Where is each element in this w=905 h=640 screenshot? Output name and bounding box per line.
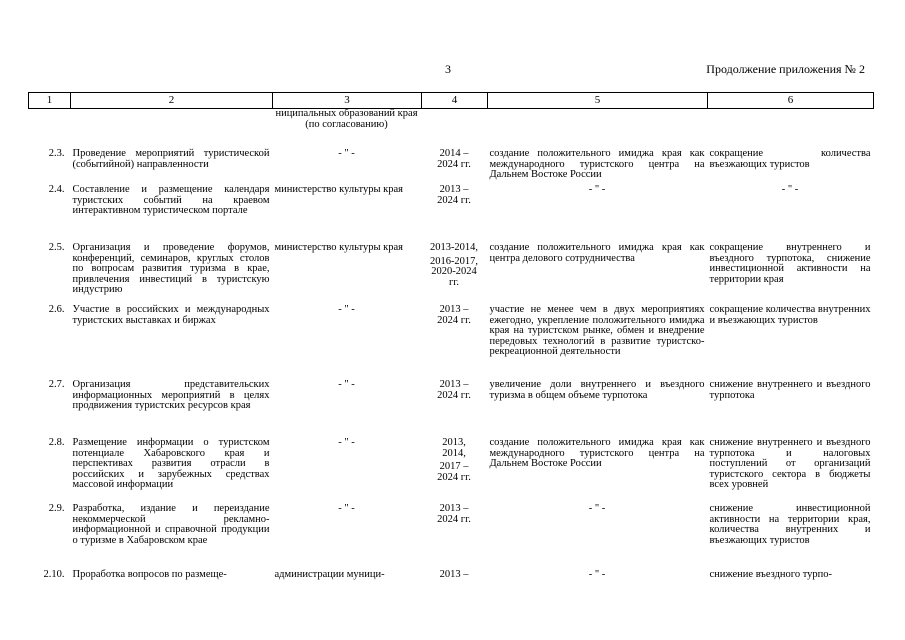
row-measure: Проведение мероприятий туристической (событийной) направленности [72,148,270,170]
row-risk: сокращение количества въезжающих туристов [709,148,871,170]
page-number: 3 [445,62,451,76]
row-risk: сокращение количества внутренних и въезжающих туристов [709,304,871,326]
row-risk: снижение въездного турпо- [709,569,833,580]
row-executor: министерство культуры края [274,184,404,195]
header-col-1: 1 [29,93,71,109]
continuation-label: Продолжение приложения № 2 [706,62,865,76]
row-result: - " - [588,184,606,195]
table-row [29,185,874,243]
header-col-5: 5 [488,93,708,109]
row-executor: - " - [338,148,355,159]
header-col-3: 3 [273,93,422,109]
header-col-4: 4 [422,93,488,109]
row-result: создание положительного имиджа края как международного туристского центра на Дальнем Востоке России [489,437,705,469]
row-number: 2.5. [48,242,65,253]
row-result: создание положительного имиджа края как центра делового сотрудничества [489,242,705,264]
row-risk: снижение инвестиционной активности на территории края, количества внутренних и въезжающих туристов [709,503,871,546]
row-measure: Размещение информации о туристском потенциале Хабаровского края и перспективах развития отрасли в российских и зарубежных средствах массовой информации [72,437,270,490]
row-executor: - " - [338,437,355,448]
row-risk: - " - [781,184,799,195]
row-executor: - " - [338,379,355,390]
measures-table [28,92,874,590]
row-period: 2013-2014, 2016-2017, 2020-2024 гг. [429,242,479,288]
row-executor: - " - [338,304,355,315]
row-risk: снижение внутреннего и въездного турпотока [709,379,871,401]
table-row [29,438,874,504]
row-number: 2.4. [48,184,65,195]
row-number: 2.9. [48,503,65,514]
table-row [29,504,874,570]
row-risk: снижение внутреннего и въездного турпотока и налоговых поступлений от организаций туристского сектора в бюджеты всех уровней [709,437,871,490]
row-measure: Участие в российских и международных туристских выставках и биржах [72,304,270,326]
row-executor: - " - [338,503,355,514]
row-measure: Составление и размещение календаря туристских событий на краевом интерактивном туристическом портале [72,184,270,216]
row-result: создание положительного имиджа края как международного туристского центра на Дальнем Востоке России [489,148,705,180]
row-executor: министерство культуры края [274,242,404,253]
row-number: 2.8. [48,437,65,448]
row-period: 2014 – 2024 гг. [437,148,471,170]
row-result: - " - [588,503,606,514]
row-period: 2013 – [439,569,469,580]
row-result: - " - [588,569,606,580]
row-risk: сокращение внутреннего и въездного турпотока, снижение инвестиционной активности на территории края [709,242,871,285]
row-result: увеличение доли внутреннего и въездного туризма в общем объеме турпотока [489,379,705,401]
row-period: 2013, 2014, 2017 – 2024 гг. [437,437,471,483]
row-period: 2013 – 2024 гг. [437,503,471,525]
row-period: 2013 – 2024 гг. [437,184,471,206]
row-executor: администрации муници- [274,569,385,580]
row-period: 2013 – 2024 гг. [437,304,471,326]
row-measure: Организация и проведение форумов, конференций, семинаров, круглых столов по вопросам развития туризма в крае, привлечения инвестиций в туристскую индустрию [72,242,270,295]
header-col-6: 6 [708,93,874,109]
table-row [29,380,874,438]
continuation-row [29,109,874,150]
table-row [29,570,874,590]
row-number: 2.6. [48,304,65,315]
row-number: 2.7. [48,379,65,390]
row-number: 2.3. [48,148,65,159]
row-measure: Организация представительских информационных мероприятий в целях продвижения туристских ресурсов края [72,379,270,411]
row-result: участие не менее чем в двух мероприятиях ежегодно, укрепление положительного имиджа края на туристском рынке, обмен и внедрение передовых технологий в развитие туристско-рекреационной деятельности [489,304,705,357]
row-measure: Разработка, издание и переиздание некоммерческой рекламно-информационной и справочной продукции о туризме в Хабаровском крае [72,503,270,546]
header-col-2: 2 [71,93,273,109]
header-row [29,93,874,109]
cont-executor: ниципальных образований края (по согласованию) [275,108,418,130]
row-measure: Проработка вопросов по размеще- [72,569,227,580]
table-row [29,243,874,305]
table-row [29,149,874,185]
row-number: 2.10. [43,569,65,580]
row-period: 2013 – 2024 гг. [437,379,471,401]
table-row [29,305,874,380]
